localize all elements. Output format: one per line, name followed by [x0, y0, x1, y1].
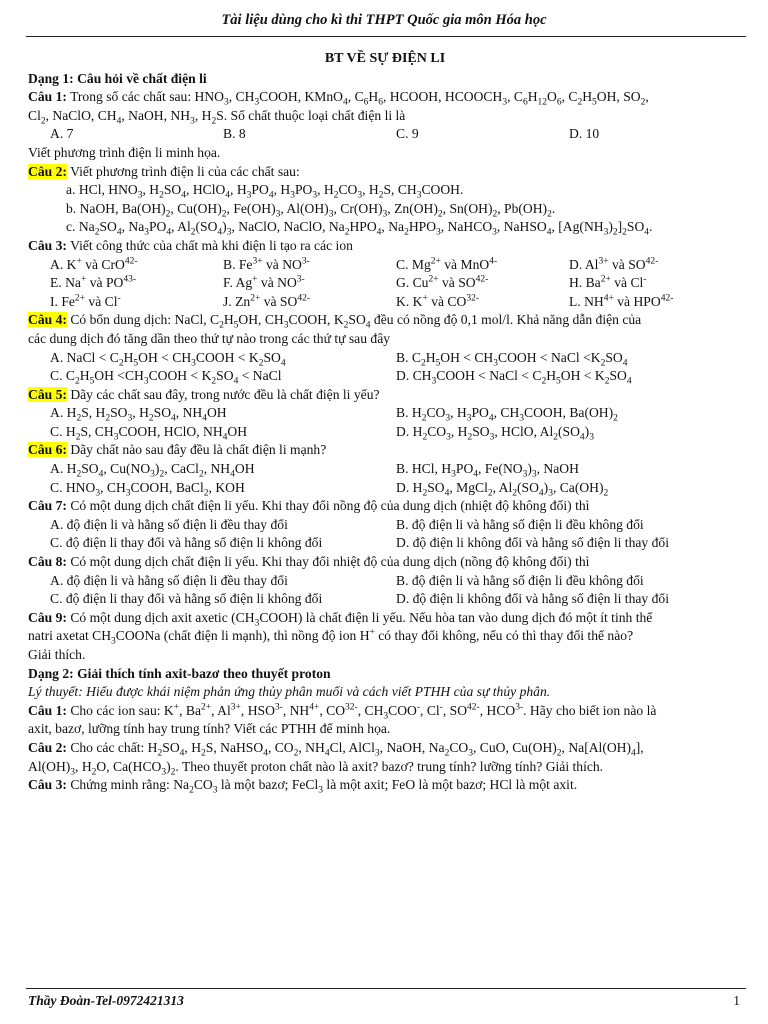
question-6: Câu 6: Dãy chất nào sau đây đều là chất điện li mạnh? [28, 442, 327, 458]
option: C. 9 [396, 126, 419, 142]
option: D. 10 [569, 126, 600, 142]
question-7-options-2 [28, 534, 742, 553]
option: C. độ điện li thay đổi và hằng số điện li không đổi [50, 591, 323, 607]
option: G. $Cu^{2+}$ và $SO^{42-}$ [396, 274, 489, 291]
section-2-question-1-cont: axit, bazơ, lưỡng tính hay trung tính? Viết các PTHH để minh họa. [28, 721, 391, 737]
question-1-cont: $Cl_2$, NaClO, $CH_4$, NaOH, $NH_3$, $H_2S$. Số chất thuộc loại chất điện li là [28, 107, 406, 127]
option: A. K+ và CrO$^{42-}$ [50, 256, 138, 272]
option: A. độ điện li và hằng số điện li đều thay đổi [50, 572, 288, 588]
option: B. $C_2H_5OH$ < $CH_3COOH$ < NaCl $<K_2SO_4$ [396, 349, 628, 369]
option: F. Ag+ và $NO^{3-}$ [223, 274, 305, 291]
section-heading-2: Dạng 2: Giải thích tính axit-bazơ theo thuyết proton [28, 665, 331, 681]
option: L. $NH^{4+}$ và $HPO^{42-}$ [569, 293, 674, 309]
option: D. $H_2SO_4$, MgCl$_2$, $Al_2(SO_4)_3$, $Ca(OH)_2$ [396, 479, 609, 499]
option: A. $H_2S$, $H_2SO_3$, $H_2SO_4$, $NH_4OH$ [50, 405, 227, 424]
question-7-options-1 [28, 516, 742, 535]
page-footer: Thầy Đoàn-Tel-0972421313 [28, 993, 184, 1008]
question-3-row-3 [28, 293, 742, 312]
theory-note: Lý thuyết: Hiểu được khái niệm phản ứng thủy phân muối và cách viết PTHH của sự thủy phân. [28, 684, 551, 700]
question-4-options-1 [28, 349, 742, 368]
question-5-options-1 [28, 404, 742, 423]
question-3-row-1 [28, 256, 742, 275]
question-2-b: b. NaOH, $Ba(OH)_2$, $Cu(OH)_2$, $Fe(OH)_3$, $Al(OH)_3$, $Cr(OH)_3$, $Zn(OH)_2$, $Sn(OH)_2$, $Pb(OH)_2$. [66, 200, 556, 220]
option: D. độ điện li không đổi và hằng số điện li thay đổi [396, 591, 669, 607]
option: D. độ điện li không đổi và hằng số điện li thay đổi [396, 535, 669, 551]
question-4: Câu 4: Có bốn dung dịch: NaCl, $C_2H_5OH$, $CH_3COOH$, $K_2SO_4$ đều có nồng độ 0,1 mol/l. Khả năng dẫn điện của [28, 312, 642, 332]
option: A. NaCl < $C_2H_5OH$ < $CH_3COOH < K_2SO_4$ [50, 349, 286, 369]
section-heading: Dạng 1: Câu hỏi về chất điện li [28, 70, 207, 86]
question-2-c: c. $Na_2SO_4$, $Na_3PO_4$, $Al_2(SO_4)_3$, NaClO, NaClO, $Na_2HPO_4$, $Na_2HPO_3$, NaHCO$_3$, NaHSO$_4$, $[Ag(NH_3)_2]_2SO_4$. [66, 219, 653, 239]
option: I. $Fe^{2+}$ và Cl- [50, 293, 121, 309]
option: B. $Fe^{3+}$ và $NO^{3-}$ [223, 256, 310, 272]
option: A. độ điện li và hằng số điện li đều thay đổi [50, 516, 288, 532]
question-4-options-2 [28, 367, 742, 386]
question-6-options-1 [28, 460, 742, 479]
option: C. $H_2S$, $CH_3COOH$, HClO, $NH_4OH$ [50, 423, 248, 443]
question-8: Câu 8: Có một dung dịch chất điện li yếu. Khi thay đổi nhiệt độ của dung dịch (nồng độ không đổi) thì [28, 554, 590, 570]
question-8-options-1 [28, 572, 742, 591]
document-body [28, 50, 742, 795]
question-3-row-2 [28, 274, 742, 293]
option: H. $Ba^{2+}$ và Cl- [569, 274, 647, 291]
option: B. 8 [223, 126, 246, 142]
question-2-a: a. HCl, $HNO_3$, $H_2SO_4$, HClO$_4$, $H_3PO_4$, $H_3PO_3$, $H_2CO_3$, $H_2S$, $CH_3COOH$. [66, 182, 464, 201]
option: J. $Zn^{2+}$ và $SO^{42-}$ [223, 293, 310, 309]
footer-rule [26, 988, 746, 989]
section-2-question-2-cont: $Al(OH)_3$, $H_2O$, $Ca(HCO_3)_2$. Theo thuyết proton chất nào là axit? bazơ? trung tính? lưỡng tính? Giải thích. [28, 758, 604, 778]
option: A. $H_2SO_4$, $Cu(NO_3)_2$, CaCl$_2$, $NH_4OH$ [50, 461, 255, 480]
question-9-cont-2: Giải thích. [28, 647, 86, 662]
option: D. $CH_3COOH$ < NaCl < $C_2H_5OH < K_2SO_4$ [396, 368, 632, 387]
question-5: Câu 5: Dãy các chất sau đây, trong nước đều là chất điện li yếu? [28, 386, 380, 402]
question-7: Câu 7: Có một dung dịch chất điện li yếu. Khi thay đổi nồng độ của dung dịch (nhiệt độ không đổi) thì [28, 498, 590, 514]
question-9-cont: natri axetat $CH_3COONa$ (chất điện li mạnh), thì nồng độ ion H+ có thay đổi không, nếu có thì thay đổi thế nào? [28, 627, 634, 648]
section-2-question-1: Câu 1: Cho các ion sau: K+, $Ba^{2+}$, $Al^{3+}$, $HSO^{3-}$, $NH^{4+}$, $CO^{32-}$, $CH_3COO^-$, Cl-, $SO^{42-}$, $HCO^{3-}$. Hãy cho biết ion nào là [28, 702, 657, 722]
header-rule [26, 36, 746, 37]
question-9: Câu 9: Có một dung dịch axit axetic $(CH_3COOH)$ là chất điện li yếu. Nếu hòa tan vào dung dịch đó một ít tinh thể [28, 609, 653, 629]
question-3: Câu 3: Viết công thức của chất mà khi điện li tạo ra các ion [28, 237, 353, 253]
question-2: Câu 2: Viết phương trình điện li của các chất sau: [28, 163, 300, 179]
option: B. độ điện li và hằng số điện li đều không đổi [396, 572, 644, 588]
option: C. $C_2H_5OH$ $<CH_3COOH < K_2SO_4$ < NaCl [50, 368, 282, 387]
option: C. độ điện li thay đổi và hằng số điện li không đổi [50, 535, 323, 551]
option: B. HCl, $H_3PO_4$, $Fe(NO_3)_3$, NaOH [396, 461, 579, 480]
page-header: Tài liệu dùng cho kì thi THPT Quốc gia môn Hóa học [221, 12, 547, 28]
option: B. $H_2CO_3$, $H_3PO_4$, $CH_3COOH$, $Ba(OH)_2$ [396, 405, 618, 424]
page-number: 1 [733, 993, 740, 1008]
option: D. $Al^{3+}$ và $SO^{42-}$ [569, 256, 659, 272]
option: D. $H_2CO_3$, $H_2SO_3$, HClO, $Al_2(SO_4)_3$ [396, 423, 594, 443]
question-1: Câu 1: Trong số các chất sau: $HNO_3$, $CH_3COOH$, KMnO$_4$, $C_6H_6$, HCOOH, $HCOOCH_3$, $C_6H_{12}O_6$, $C_2H_5OH$, $SO_2$, [28, 89, 649, 108]
question-8-options-2 [28, 590, 742, 609]
document-title: BT VỀ SỰ ĐIỆN LI [324, 51, 446, 66]
question-6-options-2 [28, 479, 742, 498]
question-1-options [28, 125, 742, 144]
section-2-question-3: Câu 3: Chứng minh rằng: $Na_2CO_3$ là một bazơ; FeCl$_3$ là một axit; FeO là một bazơ; HCl là một axit. [28, 777, 578, 796]
question-1-note: Viết phương trình điện li minh họa. [28, 144, 221, 160]
option: K. K+ và $CO^{32-}$ [396, 293, 479, 309]
option: C. $HNO_3$, $CH_3COOH$, BaCl$_2$, KOH [50, 479, 245, 499]
option: A. 7 [50, 126, 74, 142]
option: E. Na+ và $PO^{43-}$ [50, 274, 136, 291]
section-2-question-2: Câu 2: Cho các chất: $H_2SO_4$, $H_2S$, NaHSO$_4$, $CO_2$, $NH_4Cl$, AlCl$_3$, NaOH, $Na_2CO_3$, CuO, $Cu(OH)_2$, $Na[Al(OH)_4]$, [28, 739, 644, 759]
option: C. $Mg^{2+}$ và MnO$^{4-}$ [396, 256, 498, 272]
option: B. độ điện li và hằng số điện li đều không đổi [396, 516, 644, 532]
question-4-cont: các dung dịch đó tăng dần theo thứ tự nào trong các thứ tự sau đây [28, 330, 391, 346]
question-5-options-2 [28, 423, 742, 442]
